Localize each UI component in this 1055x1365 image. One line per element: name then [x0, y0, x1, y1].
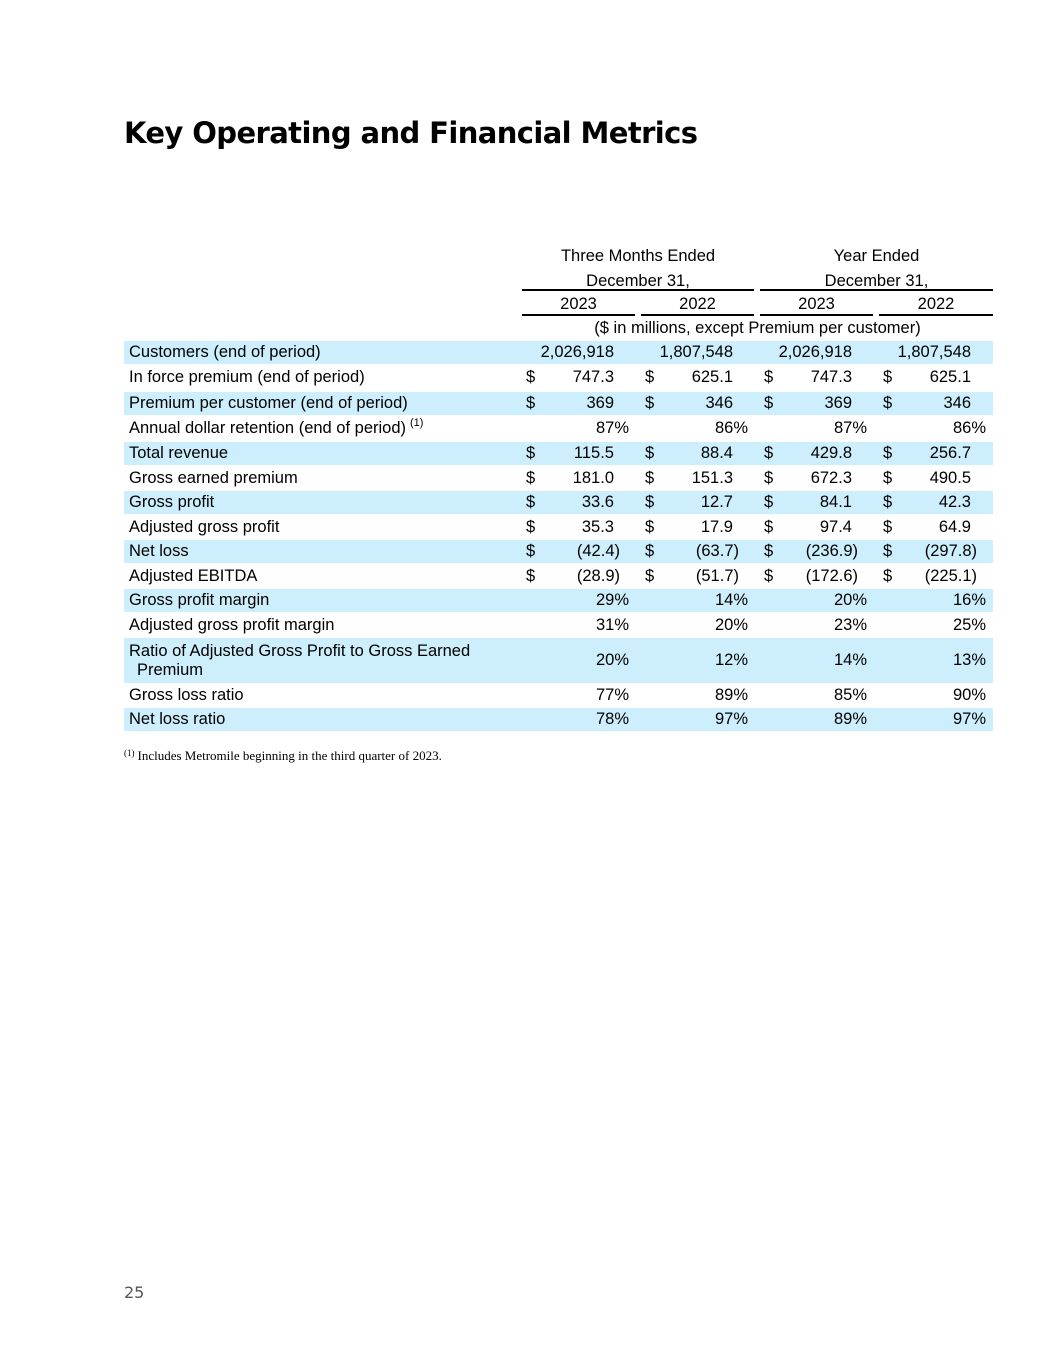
value-q-2022: (63.7) — [695, 542, 739, 560]
three-months-header-line1: Three Months Ended — [560, 247, 716, 265]
value-y-2023: 369 — [824, 394, 852, 412]
page-number: 25 — [124, 1283, 145, 1302]
row-label: Gross profit — [129, 493, 215, 511]
dollar-sign: $ — [764, 444, 774, 462]
dollar-sign: $ — [645, 469, 655, 487]
row-label: Total revenue — [129, 444, 229, 462]
table-row — [124, 540, 993, 563]
value-q-2022: (51.7) — [695, 567, 739, 585]
dollar-sign: $ — [645, 493, 655, 511]
table-row — [124, 341, 993, 364]
table-row — [124, 516, 993, 539]
year-col-header: 2023 — [560, 295, 597, 313]
year-header-line2: December 31, — [824, 272, 929, 290]
dollar-sign: $ — [883, 469, 893, 487]
year-col-underline — [879, 314, 993, 316]
dollar-sign: $ — [526, 368, 536, 386]
value-q-2023: (28.9) — [576, 567, 620, 585]
value-q-2022: 97% — [714, 710, 748, 728]
value-y-2023: (236.9) — [805, 542, 858, 560]
dollar-sign: $ — [764, 469, 774, 487]
dollar-sign: $ — [526, 567, 536, 585]
footnote-marker: (1) — [410, 417, 424, 429]
row-label: Premium per customer (end of period) — [129, 394, 408, 412]
year-col-underline — [641, 314, 754, 316]
value-q-2023: 78% — [595, 710, 629, 728]
value-q-2023: 115.5 — [573, 444, 614, 462]
dollar-sign: $ — [764, 518, 774, 536]
year-col-header: 2022 — [917, 295, 955, 313]
row-label: Ratio of Adjusted Gross Profit to Gross Earned Premium — [129, 641, 471, 679]
value-y-2022: (297.8) — [924, 542, 977, 560]
dollar-sign: $ — [526, 542, 536, 560]
value-y-2023: 84.1 — [819, 493, 852, 511]
value-q-2023: 747.3 — [572, 368, 614, 386]
value-y-2023: 23% — [833, 616, 867, 634]
dollar-sign: $ — [883, 394, 893, 412]
value-y-2022: 16% — [952, 591, 986, 609]
value-q-2023: 20% — [595, 651, 629, 669]
table-row — [124, 442, 993, 465]
footnote-marker: (1) — [124, 748, 135, 758]
dollar-sign: $ — [764, 542, 774, 560]
units-note: ($ in millions, except Premium per customer) — [594, 319, 921, 337]
value-y-2022: 625.1 — [929, 368, 971, 386]
value-y-2023: 20% — [833, 591, 867, 609]
dollar-sign: $ — [883, 368, 893, 386]
value-q-2022: 20% — [714, 616, 748, 634]
table-row — [124, 366, 993, 389]
dollar-sign: $ — [764, 394, 774, 412]
value-y-2022: 64.9 — [938, 518, 971, 536]
value-y-2022: 90% — [952, 686, 986, 704]
value-y-2022: 97% — [952, 710, 986, 728]
dollar-sign: $ — [526, 444, 536, 462]
value-y-2023: 747.3 — [810, 368, 852, 386]
value-q-2022: 17.9 — [700, 518, 733, 536]
value-q-2022: 86% — [714, 419, 748, 437]
dollar-sign: $ — [526, 469, 536, 487]
table-row — [124, 684, 993, 707]
table-row — [124, 467, 993, 490]
year-col-header: 2022 — [679, 295, 716, 313]
value-y-2022: (225.1) — [924, 567, 977, 585]
dollar-sign: $ — [883, 444, 893, 462]
dollar-sign: $ — [645, 368, 655, 386]
dollar-sign: $ — [883, 518, 893, 536]
table-row — [124, 708, 993, 731]
table-row — [124, 417, 993, 440]
row-label: Adjusted gross profit margin — [129, 616, 335, 634]
row-label: Annual dollar retention (end of period) $^{(1)}$ — [129, 417, 423, 440]
footnote — [124, 748, 442, 764]
dollar-sign: $ — [645, 444, 655, 462]
table-row — [124, 491, 993, 514]
year-underline — [760, 289, 993, 291]
value-y-2023: 2,026,918 — [778, 343, 852, 361]
value-q-2022: 88.4 — [700, 444, 733, 462]
value-q-2022: 12% — [714, 651, 748, 669]
page-title: Key Operating and Financial Metrics — [124, 116, 698, 150]
value-y-2022: 42.3 — [938, 493, 971, 511]
value-q-2022: 346 — [705, 394, 733, 412]
table-row — [124, 392, 993, 415]
dollar-sign: $ — [526, 493, 536, 511]
value-y-2022: 490.5 — [929, 469, 971, 487]
dollar-sign: $ — [645, 518, 655, 536]
value-y-2022: 256.7 — [929, 444, 971, 462]
value-y-2023: 87% — [833, 419, 867, 437]
dollar-sign: $ — [883, 542, 893, 560]
value-q-2022: 89% — [714, 686, 748, 704]
value-y-2023: 85% — [833, 686, 867, 704]
year-header-line1: Year Ended — [833, 247, 920, 265]
dollar-sign: $ — [764, 567, 774, 585]
value-q-2022: 625.1 — [691, 368, 733, 386]
value-q-2023: 87% — [595, 419, 629, 437]
row-label: In force premium (end of period) — [129, 368, 365, 386]
table-row — [124, 614, 993, 637]
table-row — [124, 565, 993, 588]
dollar-sign: $ — [526, 518, 536, 536]
row-label: Adjusted EBITDA — [129, 567, 258, 585]
three-months-header-line2: December 31, — [586, 272, 690, 290]
value-q-2023: 369 — [586, 394, 614, 412]
value-q-2023: (42.4) — [576, 542, 620, 560]
year-col-underline — [760, 314, 873, 316]
dollar-sign: $ — [883, 493, 893, 511]
value-y-2023: 97.4 — [819, 518, 852, 536]
value-q-2023: 31% — [595, 616, 629, 634]
value-y-2022: 25% — [952, 616, 986, 634]
three-months-underline — [522, 289, 754, 291]
dollar-sign: $ — [764, 493, 774, 511]
value-y-2023: (172.6) — [805, 567, 858, 585]
year-col-underline — [522, 314, 635, 316]
value-y-2023: 429.8 — [810, 444, 852, 462]
row-label: Adjusted gross profit — [129, 518, 280, 536]
row-label: Gross earned premium — [129, 469, 298, 487]
row-label: Customers (end of period) — [129, 343, 321, 361]
value-y-2022: 86% — [952, 419, 986, 437]
row-label: Net loss ratio — [129, 710, 226, 728]
year-col-header: 2023 — [798, 295, 835, 313]
row-label: Gross loss ratio — [129, 686, 244, 704]
value-q-2022: 14% — [714, 591, 748, 609]
value-q-2022: 12.7 — [700, 493, 733, 511]
dollar-sign: $ — [645, 567, 655, 585]
value-q-2023: 29% — [595, 591, 629, 609]
dollar-sign: $ — [645, 394, 655, 412]
dollar-sign: $ — [883, 567, 893, 585]
value-q-2023: 2,026,918 — [540, 343, 614, 361]
value-q-2023: 35.3 — [581, 518, 614, 536]
value-q-2022: 151.3 — [691, 469, 733, 487]
value-y-2022: 1,807,548 — [897, 343, 971, 361]
value-y-2023: 89% — [833, 710, 867, 728]
dollar-sign: $ — [764, 368, 774, 386]
row-label: Net loss — [129, 542, 189, 560]
value-q-2022: 1,807,548 — [659, 343, 733, 361]
row-label: Gross profit margin — [129, 591, 270, 609]
table-row — [124, 638, 993, 683]
value-y-2023: 672.3 — [810, 469, 852, 487]
dollar-sign: $ — [645, 542, 655, 560]
value-y-2022: 346 — [943, 394, 971, 412]
value-q-2023: 77% — [595, 686, 629, 704]
footnote-text: Includes Metromile beginning in the third quarter of 2023. — [137, 748, 442, 763]
value-q-2023: 181.0 — [572, 469, 614, 487]
value-q-2023: 33.6 — [581, 493, 614, 511]
table-row — [124, 589, 993, 612]
value-y-2023: 14% — [833, 651, 867, 669]
value-y-2022: 13% — [952, 651, 986, 669]
dollar-sign: $ — [526, 394, 536, 412]
